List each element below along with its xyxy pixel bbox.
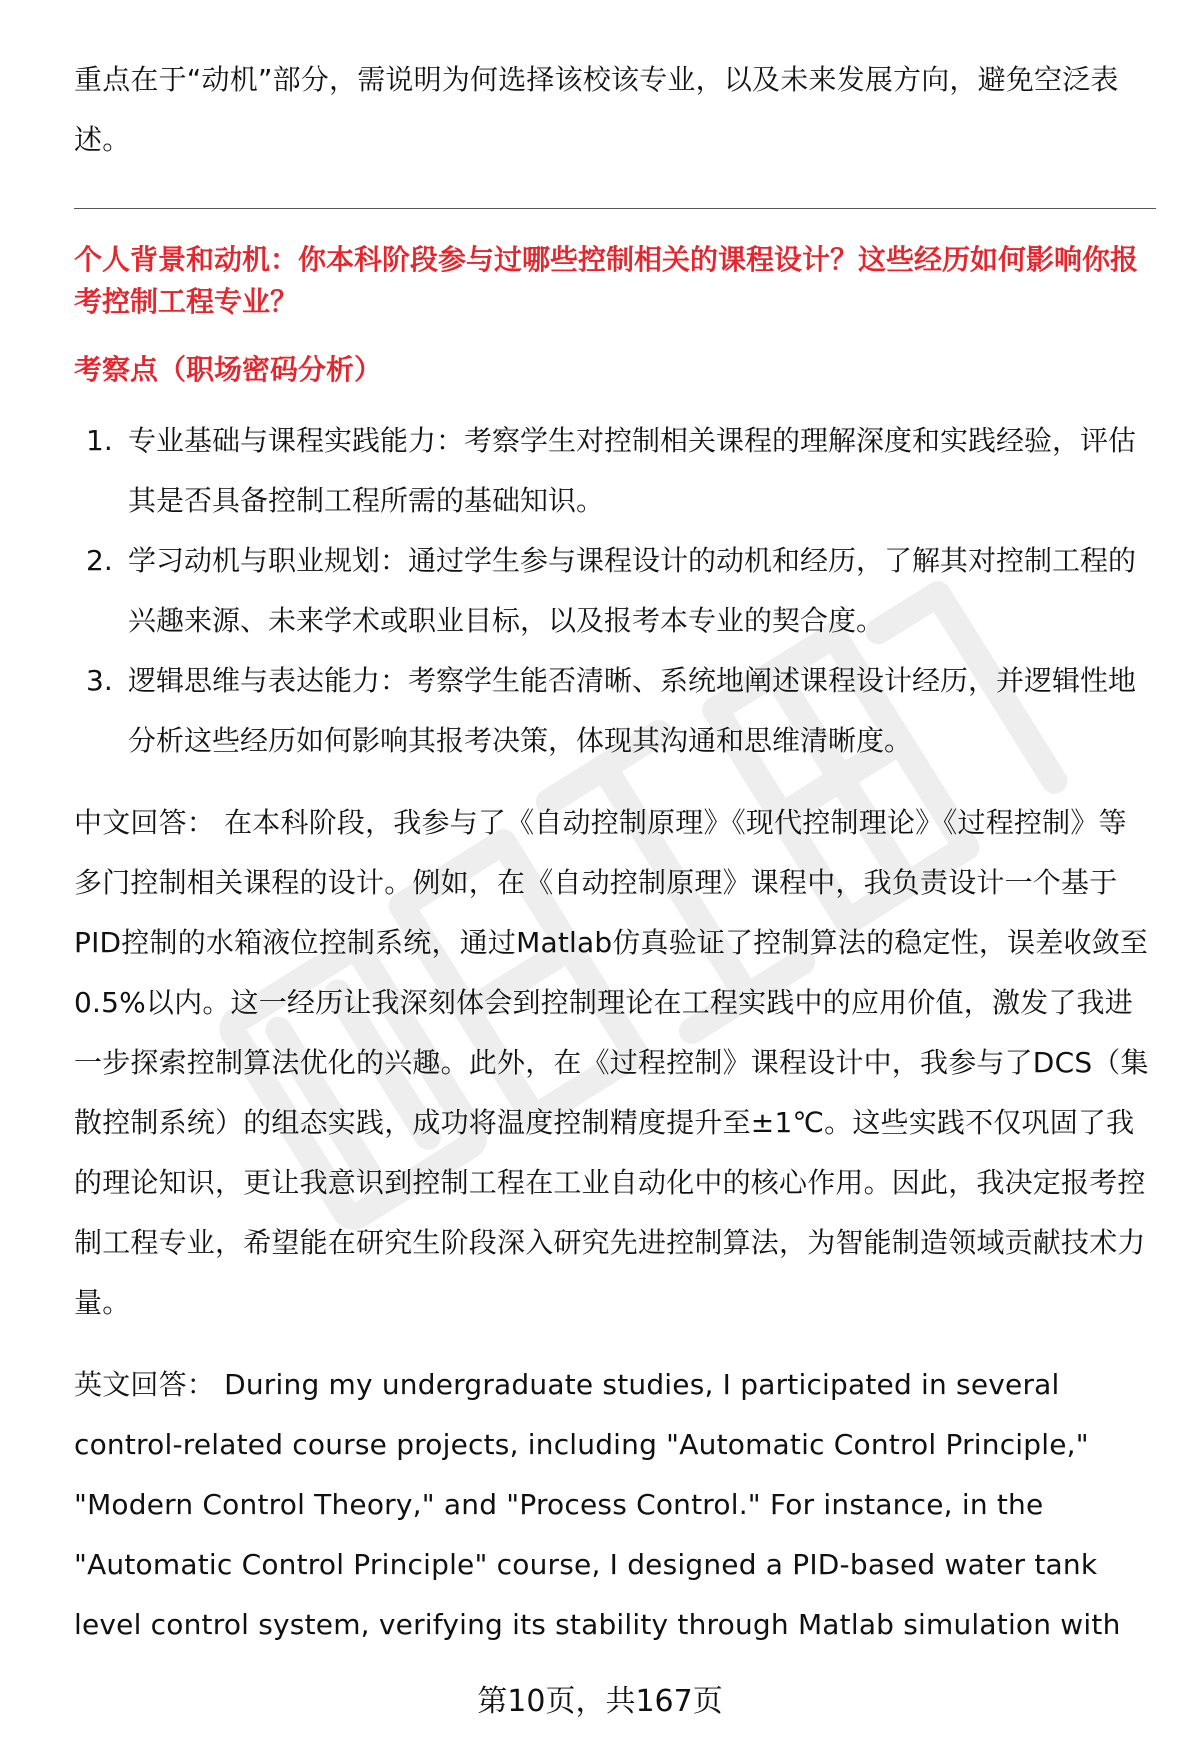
section-divider [74,208,1156,209]
list-item [74,531,1154,651]
page-number-footer: 第10页，共167页 [477,1684,723,1719]
chinese-answer-paragraph: 中文回答： 在本科阶段，我参与了《自动控制原理》《现代控制理论》《过程控制》等多门控制相关课程的设计。例如，在《自动控制原理》课程中，我负责设计一个基于PID控制的水箱液位控制系统，通过Matlab仿真验证了控制算法的稳定性，误差收敛至0.5%以内。这一经历让我深刻体会到控制理论在工程实践中的应用价值，激发了我进一步探索控制算法优化的兴趣。此外，在《过程控制》课程设计中，我参与了DCS（集散控制系统）的组态实践，成功将温度控制精度提升至±1℃。这些实践不仅巩固了我的理论知识，更让我意识到控制工程在工业自动化中的核心作用。因此，我决定报考控制工程专业，希望能在研究生阶段深入研究先进控制算法，为智能制造领域贡献技术力量。 [74,806,1149,1319]
document-content [74,50,1154,1655]
intro-paragraph: 重点在于“动机”部分，需说明为何选择该校该专业，以及未来发展方向，避免空泛表述。 [74,63,1119,156]
english-answer-paragraph: 英文回答： During my undergraduate studies, I participated in several control-related course projects, including "Automatic Control Principle," "Modern Control Theory," and "Process Control." For instance, in the "Automatic Control Principle" course, I designed a PID-based water tank level control system, verifying its stability through Matlab simulation with [74,1368,1121,1641]
list-item-text: 专业基础与课程实践能力：考察学生对控制相关课程的理解深度和实践经验，评估其是否具备控制工程所需的基础知识。 [128,424,1137,517]
list-number: 2. [86,544,113,577]
list-number: 3. [86,664,113,697]
list-item [74,651,1154,771]
list-item-text: 逻辑思维与表达能力：考察学生能否清晰、系统地阐述课程设计经历，并逻辑性地分析这些经历如何影响其报考决策，体现其沟通和思维清晰度。 [128,664,1137,757]
list-number: 1. [86,424,113,457]
list-item-text: 学习动机与职业规划：通过学生参与课程设计的动机和经历，了解其对控制工程的兴趣来源、未来学术或职业目标，以及报考本专业的契合度。 [128,544,1137,637]
assessment-points-title: 考察点（职场密码分析） [74,353,383,386]
assessment-points-list [74,411,1154,771]
list-item [74,411,1154,531]
question-heading: 个人背景和动机：你本科阶段参与过哪些控制相关的课程设计？这些经历如何影响你报考控制工程专业？ [74,243,1139,318]
